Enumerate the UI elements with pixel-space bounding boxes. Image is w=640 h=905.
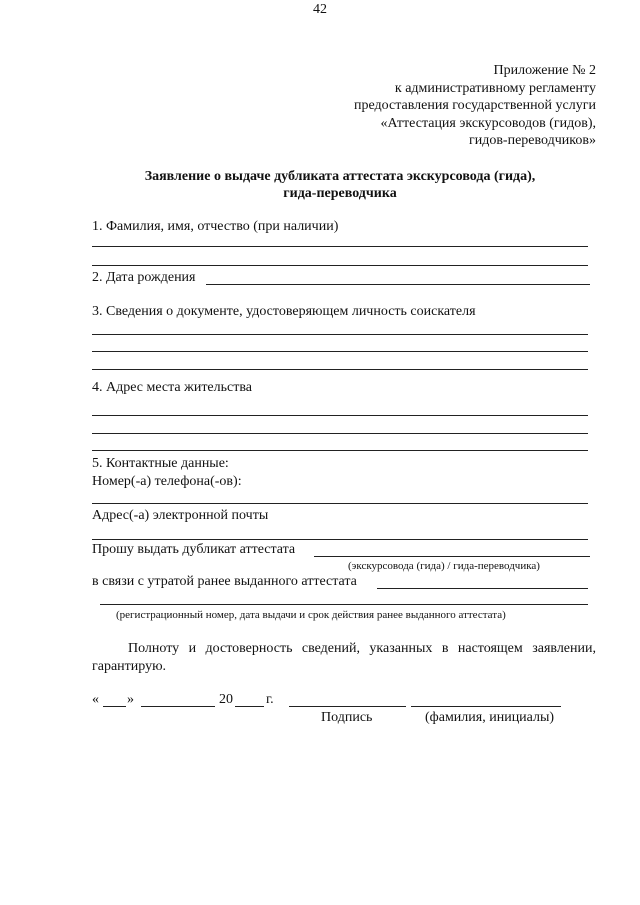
id-document-line[interactable] [92, 351, 588, 352]
reason-line[interactable] [100, 604, 588, 605]
appendix-line: предоставления государственной услуги [354, 98, 596, 113]
email-line[interactable] [92, 539, 588, 540]
month-line[interactable] [141, 706, 215, 707]
id-document-line[interactable] [92, 369, 588, 370]
date-open-quote: « [92, 692, 99, 707]
guarantee-text: Полноту и достоверность сведений, указанных в настоящем заявлении, гарантирую. [92, 641, 596, 674]
name-line[interactable] [411, 706, 561, 707]
title-line: Заявление о выдаче дубликата аттестата экскурсовода (гида), [144, 169, 536, 184]
reason-hint: (регистрационный номер, дата выдачи и срок действия ранее выданного аттестата) [116, 609, 506, 621]
request-label: Прошу выдать дубликат аттестата [92, 542, 296, 557]
appendix-line: Приложение № 2 [493, 63, 596, 78]
email-label: Адрес(-а) электронной почты [92, 508, 269, 523]
day-line[interactable] [103, 706, 126, 707]
document-title [80, 168, 600, 202]
appendix-line: гидов-переводчиков» [468, 133, 596, 148]
request-line[interactable] [314, 556, 590, 557]
guarantee-paragraph [92, 640, 596, 676]
contacts-label: 5. Контактные данные: [92, 456, 229, 471]
year-suffix: г. [266, 692, 274, 707]
reason-label: в связи с утратой ранее выданного аттестата [92, 574, 357, 589]
fio-line[interactable] [92, 246, 588, 247]
request-hint: (экскурсовода (гида) / гида-переводчика) [348, 560, 540, 572]
birth-date-label: 2. Дата рождения [92, 270, 196, 285]
phone-label: Номер(-а) телефона(-ов): [92, 474, 242, 489]
fio-label: 1. Фамилия, имя, отчество (при наличии) [92, 219, 339, 234]
id-document-line[interactable] [92, 334, 588, 335]
birth-date-line[interactable] [206, 284, 590, 285]
fio-line[interactable] [92, 265, 588, 266]
appendix-line: к административному регламенту [394, 80, 596, 96]
year-line[interactable] [235, 706, 264, 707]
address-line[interactable] [92, 450, 588, 451]
id-document-label: 3. Сведения о документе, удостоверяющем личность соискателя [92, 304, 476, 319]
year-prefix: 20 [219, 692, 233, 707]
phone-line[interactable] [92, 503, 588, 504]
title-line: гида-переводчика [283, 186, 397, 201]
address-label: 4. Адрес места жительства [92, 380, 252, 395]
address-line[interactable] [92, 433, 588, 434]
signature-label: Подпись [321, 710, 373, 725]
date-close-quote: » [127, 692, 134, 707]
appendix-line: «Аттестация экскурсоводов (гидов), [380, 115, 596, 131]
reason-line[interactable] [377, 588, 588, 589]
signature-line[interactable] [289, 706, 406, 707]
name-label: (фамилия, инициалы) [425, 710, 555, 725]
page-number: 42 [313, 2, 327, 17]
appendix-header [354, 62, 596, 150]
address-line[interactable] [92, 415, 588, 416]
